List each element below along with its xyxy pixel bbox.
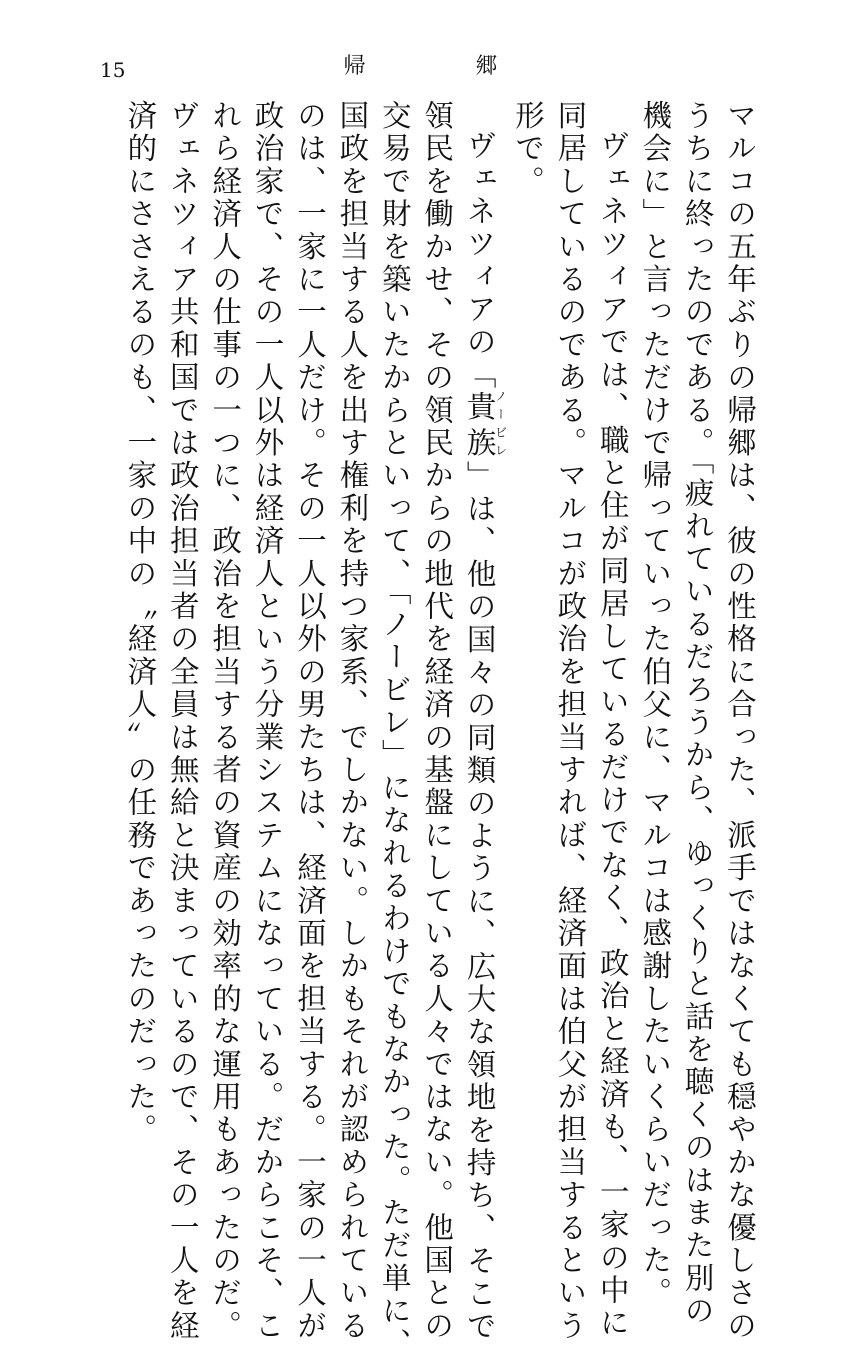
text-line-with-ruby bbox=[458, 100, 508, 1343]
ruby-annotation bbox=[462, 389, 508, 462]
page-number: 15 bbox=[100, 58, 126, 82]
text-line: マルコの五年ぶりの帰郷は、彼の性格に合った、派手ではなくても穏やかな優しさの bbox=[723, 100, 757, 1343]
text-line: 形で。 bbox=[510, 100, 545, 199]
running-head: 帰郷 bbox=[343, 54, 608, 79]
text-line: 政治家で、その一人以外は経済人という分業システムになっている。だからこそ、こ bbox=[250, 100, 285, 1343]
text-line: 領民を働かせ、その領民からの地代を経済の基盤にしている人々ではない。他国との bbox=[420, 100, 455, 1343]
paragraph-3 bbox=[119, 100, 508, 1361]
text-line: ヴェネツィア共和国では政治担当者の全員は無給と決まっているので、その一人を経 bbox=[165, 100, 200, 1343]
text-line: れら経済人の仕事の一つに、政治を担当する者の資産の効率的な運用もあったのだ。 bbox=[208, 100, 243, 1343]
body-text bbox=[119, 100, 761, 1361]
ruby-base: 貴族 bbox=[462, 389, 497, 462]
text-line: うちに終ったのである。「疲れているだろうから、ゆっくりと話を聴くのはまた別の bbox=[680, 100, 715, 1328]
paragraph-1 bbox=[634, 100, 761, 1343]
text-segment: ヴェネツィアの「 bbox=[462, 129, 497, 392]
text-line: 同居しているのである。マルコが政治を担当すれば、経済面は伯父が担当するという bbox=[553, 100, 588, 1343]
text-line: 済的にささえるのも、一家の中の〝経済人〟の任務であったのだった。 bbox=[123, 100, 158, 1147]
paragraph-2 bbox=[507, 100, 634, 1343]
text-line: 機会に」と言っただけで帰っていった伯父に、マルコは感謝したいくらいだった。 bbox=[638, 100, 673, 1310]
text-segment: 」は、他の国々の同類のように、広大な領地を持ち、そこで bbox=[462, 459, 497, 1343]
text-line: 交易で財を築いたからといって、「ノービレ」になれるわけでもなかった。ただ単に、 bbox=[377, 100, 412, 1361]
ruby-reading: ノービレ bbox=[493, 389, 508, 462]
text-line: のは、一家に一人だけ。その一人以外の男たちは、経済面を担当する。一家の一人が bbox=[292, 100, 327, 1343]
text-line: ヴェネツィアでは、職と住が同居しているだけでなく、政治と経済も、一家の中に bbox=[595, 129, 630, 1340]
text-line: 国政を担当する人を出す権利を持つ家系、でしかない。しかもそれが認められている bbox=[335, 100, 370, 1343]
